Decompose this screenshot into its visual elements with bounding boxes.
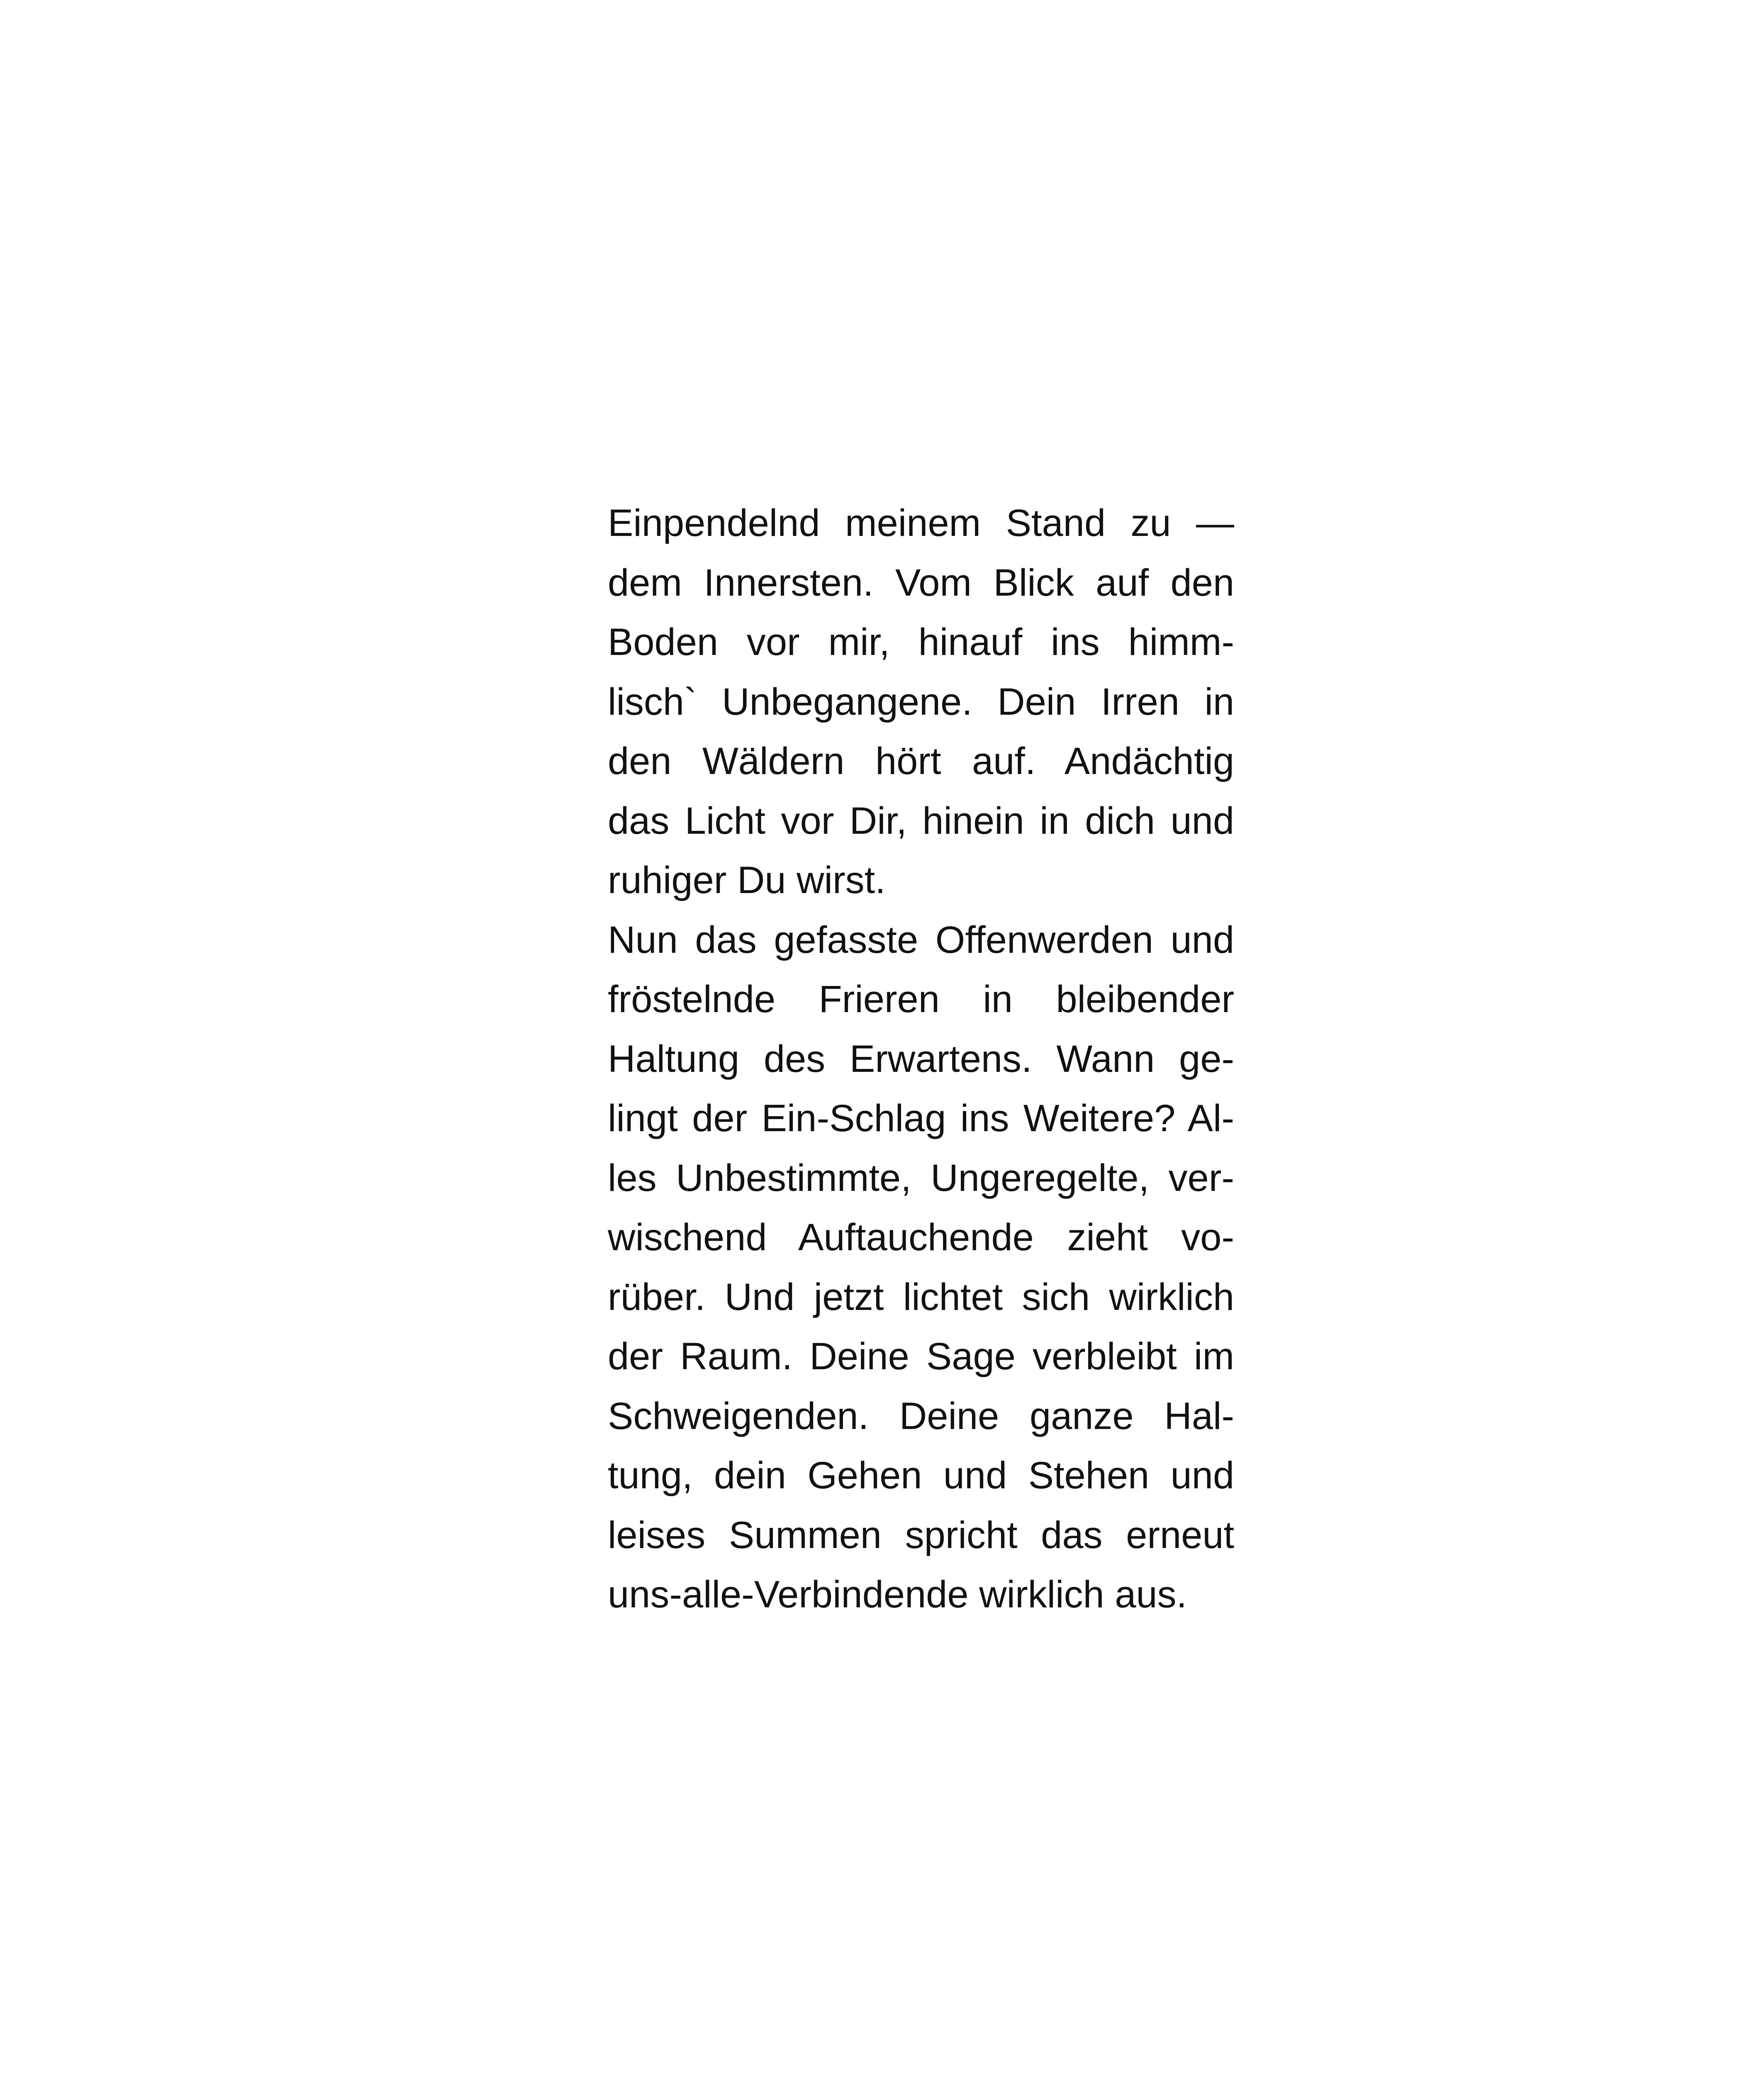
text-line: ruhiger Du wirst. <box>608 859 886 901</box>
text-line: lingt der Ein-Schlag ins Weitere? Al- <box>608 1097 1234 1139</box>
text-line: Nun das gefasste Offenwerden und <box>608 918 1234 961</box>
text-line: der Raum. Deine Sage verbleibt im <box>608 1335 1234 1378</box>
text-line: wischend Auftauchende zieht vo- <box>608 1216 1234 1259</box>
text-line: Boden vor mir, hinauf ins himm- <box>608 621 1234 663</box>
body-text <box>608 494 1234 1625</box>
text-line: uns-alle-Verbindende wirklich aus. <box>608 1573 1187 1616</box>
text-line: Schweigenden. Deine ganze Hal- <box>608 1395 1234 1437</box>
text-line: leises Summen spricht das erneut <box>608 1514 1234 1556</box>
text-line: dem Innersten. Vom Blick auf den <box>608 561 1234 604</box>
text-line: das Licht vor Dir, hinein in dich und <box>608 799 1234 842</box>
text-line: den Wäldern hört auf. Andächtig <box>608 740 1234 782</box>
text-line: Haltung des Erwartens. Wann ge- <box>608 1037 1234 1080</box>
text-line: fröstelnde Frieren in bleibender <box>608 978 1234 1020</box>
text-line: rüber. Und jetzt lichtet sich wirklich <box>608 1276 1234 1318</box>
text-line: tung, dein Gehen und Stehen und <box>608 1454 1234 1497</box>
text-line: les Unbestimmte, Ungeregelte, ver- <box>608 1156 1234 1199</box>
text-line: lisch` Unbegangene. Dein Irren in <box>608 680 1234 723</box>
text-line: Einpendelnd meinem Stand zu — <box>608 502 1234 544</box>
